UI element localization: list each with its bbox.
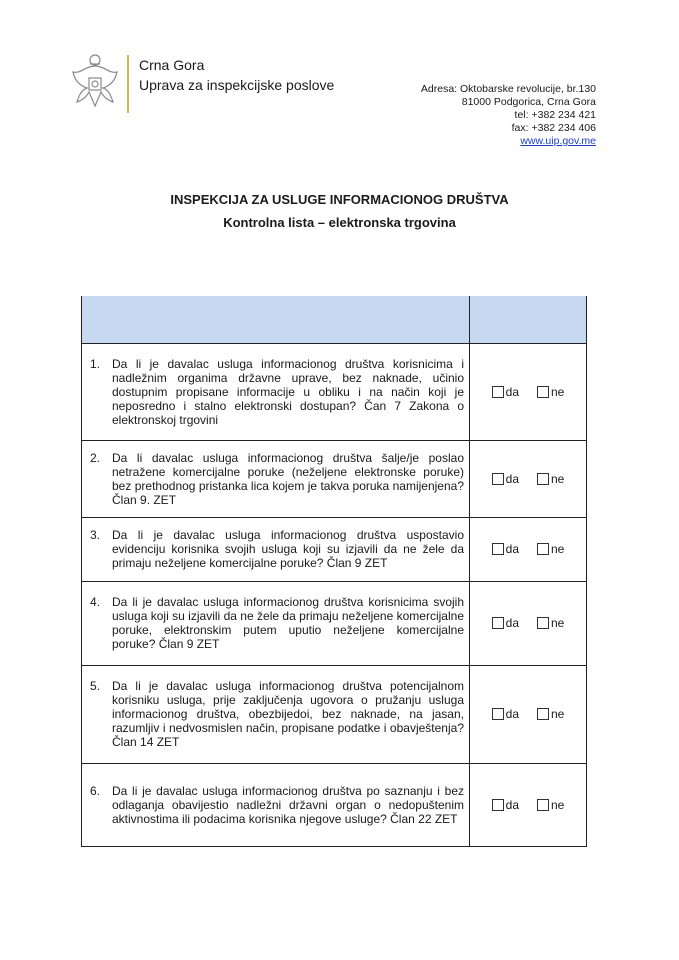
yes-checkbox[interactable] xyxy=(492,386,504,398)
question-text: Da li je davalac usluga informacionog društva korisnicima svojih usluga koji su izjavili da ne žele da primaju neželjene komercijalne poruke, elektronskim putem uputio neželjene komercijalne poruke? Član 9 ZET xyxy=(112,595,464,651)
no-label: ne xyxy=(551,707,565,721)
document-title: INSPEKCIJA ZA USLUGE INFORMACIONOG DRUŠTVA xyxy=(170,192,509,207)
fax-line: fax: +382 234 406 xyxy=(511,122,596,134)
address-block xyxy=(421,83,596,148)
question-text: Da li davalac usluga informacionog društva šalje/je poslao netražene komercijalne poruke (neželjene elektronske poruke) bez prethodnog pristanka lica kojem je takva poruka namijenjena? Član 9. ZET xyxy=(112,450,464,507)
yes-checkbox[interactable] xyxy=(492,617,504,629)
checklist-row xyxy=(82,763,587,846)
question-text: Da li je davalac usluga informacionog društva po saznanju i bez odlaganja obavijestio nadležni državni organ o nedopuštenim aktivnostima ili podacima korisnika njegove usluge? Član 22 ZET xyxy=(112,783,464,826)
yes-checkbox[interactable] xyxy=(492,473,504,485)
no-checkbox[interactable] xyxy=(537,543,549,555)
yes-checkbox[interactable] xyxy=(492,543,504,555)
no-checkbox[interactable] xyxy=(537,708,549,720)
checklist-row xyxy=(82,581,587,665)
question-number: 1. xyxy=(90,356,101,371)
checklist-row xyxy=(82,440,587,517)
no-label: ne xyxy=(551,471,565,486)
question-number: 6. xyxy=(90,783,101,798)
yes-label: da xyxy=(505,542,519,556)
phone-line: tel: +382 234 421 xyxy=(514,109,596,121)
question-number: 3. xyxy=(90,528,101,542)
no-label: ne xyxy=(551,616,565,630)
question-number: 5. xyxy=(90,679,101,693)
yes-label: da xyxy=(505,616,519,630)
checklist-row xyxy=(82,517,587,581)
question-text: Da li je davalac usluga informacionog društva korisnicima i nadležnim organima državne uprave, bez naknade, učinio dostupnim propisane informacije u obliku i na način koji je neposredno i stalno elektronski dostupan? Čan 7 Zakona o elektronskoj trgovini xyxy=(112,356,464,427)
yes-label: da xyxy=(505,707,519,721)
no-checkbox[interactable] xyxy=(537,617,549,629)
yes-label: da xyxy=(505,797,519,812)
no-label: ne xyxy=(551,384,565,399)
header-divider xyxy=(127,55,129,113)
checklist-row xyxy=(82,665,587,763)
question-number: 2. xyxy=(90,450,101,465)
org-country: Crna Gora xyxy=(139,57,205,73)
yes-checkbox[interactable] xyxy=(492,708,504,720)
yes-label: da xyxy=(505,384,519,399)
checklist-row xyxy=(82,343,587,440)
address-line: Adresa: Oktobarske revolucije, br.130 xyxy=(420,83,596,95)
question-number: 4. xyxy=(90,595,101,609)
yes-checkbox[interactable] xyxy=(492,799,504,811)
no-checkbox[interactable] xyxy=(537,473,549,485)
checklist-table xyxy=(81,296,587,847)
no-label: ne xyxy=(551,542,565,556)
question-text: Da li je davalac usluga informacionog društva potencijalnom korisniku usluga, prije zaključenja ugovora o pružanju usluga informacionog društva, obezbijedoi, bez naknade, na jasan, razumljiv i nedvosmislen način, propisane podatke i obavještenja? Član 14 ZET xyxy=(112,679,464,749)
website-link[interactable]: www.uip.gov.me xyxy=(520,135,596,147)
no-label: ne xyxy=(551,797,565,812)
no-checkbox[interactable] xyxy=(537,799,549,811)
question-text: Da li je davalac usluga informacionog društva uspostavio evidenciju korisnika svojih usluga koji su izjavili da ne žele da primaju neželjene komercijalne poruke? Član 9 ZET xyxy=(112,528,464,570)
org-name: Uprava za inspekcijske poslove xyxy=(139,77,335,93)
yes-label: da xyxy=(505,471,519,486)
table-header-row xyxy=(82,296,587,343)
no-checkbox[interactable] xyxy=(537,386,549,398)
coat-of-arms-logo xyxy=(70,52,120,114)
document-subtitle: Kontrolna lista – elektronska trgovina xyxy=(223,215,456,230)
city-line: 81000 Podgorica, Crna Gora xyxy=(461,96,596,108)
